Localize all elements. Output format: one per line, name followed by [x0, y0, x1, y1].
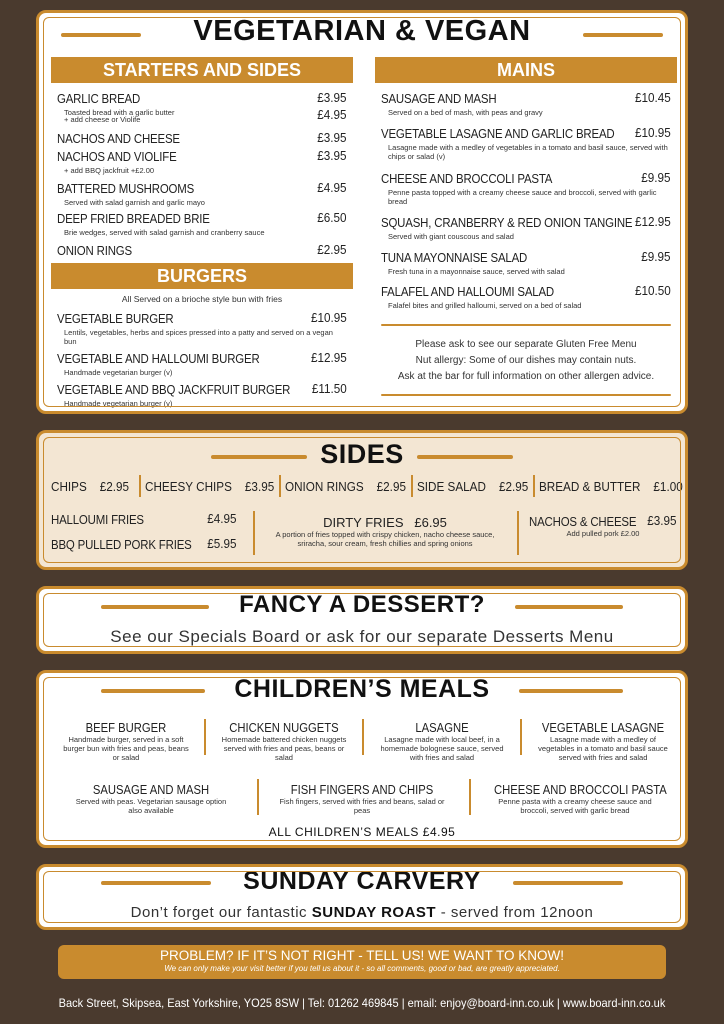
menu-item-vegetable-burger: VEGETABLE BURGER £10.95 Lentils, vegetables, herbs and spices pressed into a patty and served on a vegan bun: [57, 310, 347, 346]
side-cheesy-chips: CHEESY CHIPS £3.95: [145, 479, 275, 494]
menu-item-sausage-mash: SAUSAGE AND MASH £10.45 Served on a bed of mash, with peas and gravy: [381, 90, 671, 117]
kids-cheese-broccoli-pasta: CHEESE AND BROCCOLI PASTA Penne pasta with a creamy cheese sauce and broccoli, served with garlic bread: [494, 783, 667, 815]
side-bbq-pulled-pork-fries: BBQ PULLED PORK FRIES £5.95: [51, 536, 237, 552]
gluten-free-note: Please ask to see our separate Gluten Free Menu: [415, 339, 637, 350]
carvery-subtitle: Don’t forget our fantastic SUNDAY ROAST - served from 12noon: [130, 904, 594, 921]
dessert-panel: [36, 586, 688, 654]
menu-item-battered-mushrooms: BATTERED MUSHROOMS £4.95 Served with salad garnish and garlic mayo: [57, 180, 347, 207]
kids-separator: [257, 779, 259, 815]
nut-allergy-note: Nut allergy: Some of our dishes may contain nuts.: [415, 355, 637, 366]
burgers-heading: [51, 263, 353, 289]
menu-item-garlic-bread: GARLIC BREAD £3.95 Toasted bread with a garlic butter: [57, 90, 347, 117]
menu-item-nachos-cheese: NACHOS AND CHEESE £3.95: [57, 130, 347, 146]
menu-item-nachos-violife: NACHOS AND VIOLIFE £3.95 + add BBQ jackfruit +£2.00: [57, 148, 347, 175]
feedback-banner: [58, 945, 666, 979]
kids-separator: [520, 719, 522, 755]
burgers-note: All Served on a brioche style bun with fries: [121, 294, 283, 304]
kids-sausage-mash: SAUSAGE AND MASH Served with peas. Vegetarian sausage option also available: [75, 783, 227, 815]
sunday-carvery-panel: [36, 864, 688, 930]
allergen-notes: [375, 337, 677, 385]
carvery-title: SUNDAY CARVERY: [243, 867, 481, 895]
sides-title: SIDES: [320, 439, 404, 469]
mains-divider-bottom: [381, 394, 671, 396]
mains-heading: [375, 57, 677, 83]
sides-separator: [253, 511, 255, 555]
mains-divider-top: [381, 324, 671, 326]
starters-title: STARTERS AND SIDES: [102, 60, 302, 80]
menu-item-cheese-broccoli-pasta: CHEESE AND BROCCOLI PASTA £9.95 Penne pasta topped with a creamy cheese sauce and broccoli, served with garlic bread: [381, 170, 671, 206]
menu-item-squash-tangine: SQUASH, CRANBERRY & RED ONION TANGINE £12.95 Served with giant couscous and salad: [381, 214, 671, 241]
allergen-advice-note: Ask at the bar for full information on other allergen advice.: [397, 371, 655, 382]
sides-separator: [139, 475, 141, 497]
menu-item-veg-halloumi-burger: VEGETABLE AND HALLOUMI BURGER £12.95 Handmade vegetarian burger (v): [57, 350, 347, 377]
menu-item-falafel-salad: FALAFEL AND HALLOUMI SALAD £10.50 Falafel bites and grilled halloumi, served on a bed of salad: [381, 283, 671, 310]
kids-lasagne: LASAGNE Lasagne made with local beef, in a homemade bolognese sauce, served with fries and salad: [380, 721, 504, 762]
side-nachos-cheese: NACHOS & CHEESE £3.95 Add pulled pork £2.00: [529, 513, 677, 538]
kids-separator: [469, 779, 471, 815]
kids-separator: [204, 719, 206, 755]
sides-panel: [36, 430, 688, 570]
kids-separator: [362, 719, 364, 755]
starters-heading: [51, 57, 353, 83]
side-chips: CHIPS £2.95: [51, 479, 130, 494]
side-salad: SIDE SALAD £2.95: [417, 479, 529, 494]
sides-separator: [279, 475, 281, 497]
dessert-title: FANCY A DESSERT?: [239, 591, 485, 618]
burgers-title: BURGERS: [156, 266, 247, 286]
sides-separator: [533, 475, 535, 497]
side-halloumi-fries: HALLOUMI FRIES £4.95: [51, 511, 237, 527]
menu-item-veg-lasagne: VEGETABLE LASAGNE AND GARLIC BREAD £10.95 Lasagne made with a medley of vegetables in a tomato and basil sauce, served with chips or salad (v): [381, 125, 671, 161]
kids-beef-burger: BEEF BURGER Handmade burger, served in a soft burger bun with fries and peas, beans or salad: [63, 721, 189, 762]
dessert-subtitle: See our Specials Board or ask for our separate Desserts Menu: [110, 627, 614, 646]
kids-vegetable-lasagne: VEGETABLE LASAGNE Lasagne made with a medley of vegetables in a tomato and basil sauce served with fries and salad: [538, 721, 668, 762]
feedback-subtitle: We can only make your visit better if you tell us about it - so all comments, good or bad, are greatly appreciated.: [164, 964, 560, 973]
menu-item-onion-rings: ONION RINGS £2.95: [57, 242, 347, 258]
childrens-meals-panel: [36, 670, 688, 848]
footer-contact: Back Street, Skipsea, East Yorkshire, YO25 8SW | Tel: 01262 469845 | email: enjoy@board-inn.co.uk | www.board-inn.co.uk: [58, 996, 666, 1010]
mains-title: MAINS: [497, 60, 555, 80]
menu-item-tuna-salad: TUNA MAYONNAISE SALAD £9.95 Fresh tuna in a mayonnaise sauce, served with salad: [381, 249, 671, 276]
page-title: VEGETARIAN & VEGAN: [193, 15, 531, 47]
kids-price-note: ALL CHILDREN’S MEALS £4.95: [268, 825, 456, 839]
sides-separator: [411, 475, 413, 497]
children-title: CHILDREN’S MEALS: [234, 675, 490, 703]
kids-chicken-nuggets: CHICKEN NUGGETS Homemade battered chicken nuggets served with fries and peas, beans or salad: [221, 721, 347, 762]
vegetarian-vegan-panel: [36, 10, 688, 414]
side-onion-rings: ONION RINGS £2.95: [285, 479, 406, 494]
menu-item-veg-bbq-jackfruit-burger: VEGETABLE AND BBQ JACKFRUIT BURGER £11.50 Handmade vegetarian burger (v): [57, 381, 347, 408]
sides-separator: [517, 511, 519, 555]
feedback-title: PROBLEM? IF IT’S NOT RIGHT - TELL US! WE WANT TO KNOW!: [159, 948, 565, 963]
side-dirty-fries: DIRTY FRIES £6.95 A portion of fries topped with crispy chicken, nacho cheese sauce, sriracha, sour cream, fresh chillies and spring onions: [275, 515, 495, 548]
menu-item-garlic-bread-cheese: + add cheese or Violife £4.95: [64, 107, 347, 124]
menu-item-deep-fried-brie: DEEP FRIED BREADED BRIE £6.50 Brie wedges, served with salad garnish and cranberry sauce: [57, 210, 347, 237]
side-bread-butter: BREAD & BUTTER £1.00: [539, 479, 683, 494]
kids-fish-fingers: FISH FINGERS AND CHIPS Fish fingers, served with fries and beans, salad or peas: [279, 783, 445, 815]
